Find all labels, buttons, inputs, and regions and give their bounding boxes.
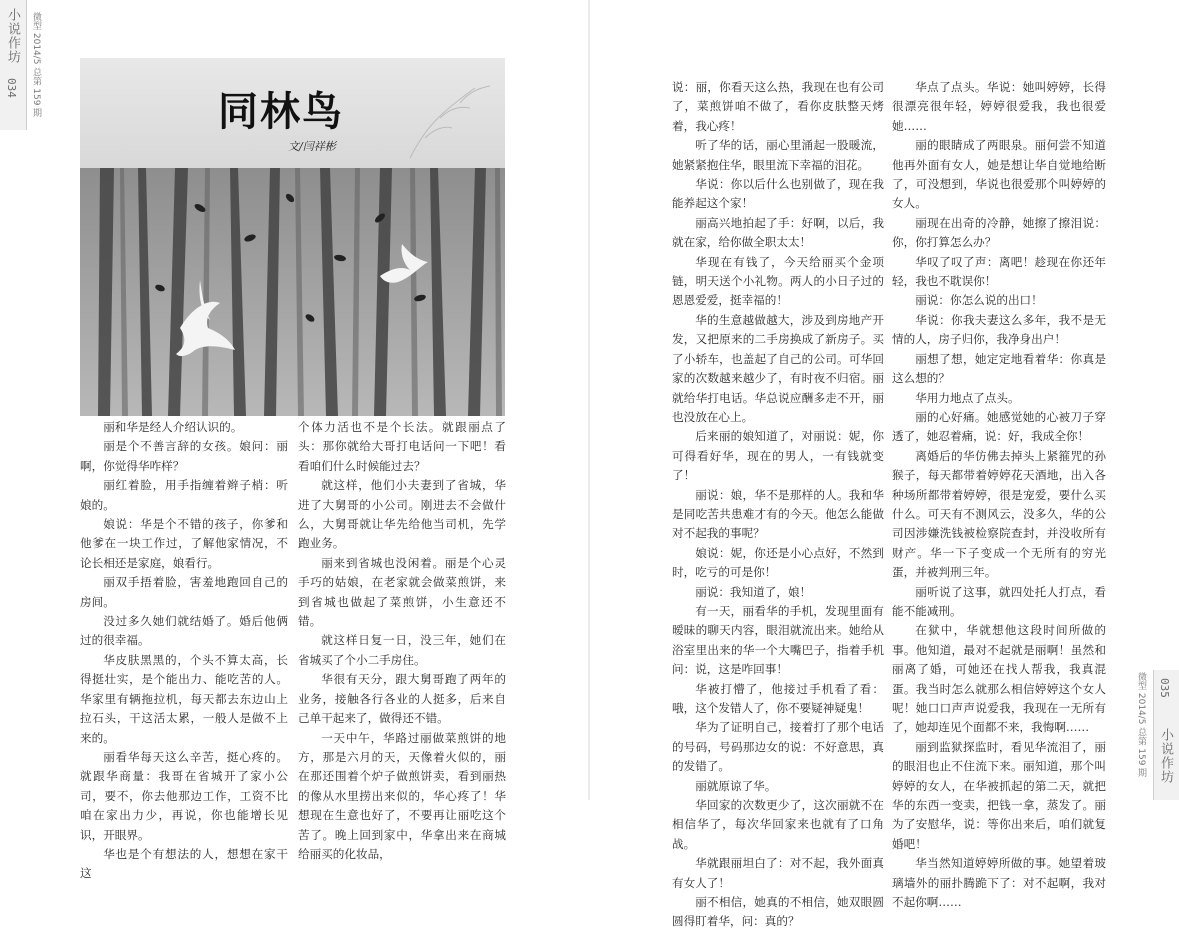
paragraph: 离婚后的华仿佛去掉头上紧箍咒的孙猴子，每天都带着婷婷花天酒地，出入各种场所都带着婷婷，很是宠爱，要什么买什么。可天有不测风云，没多久，华的公司因涉嫌洗钱被检察院查封，并没收所有财产。华一下子变成一个无所有的穷光蛋，并被判刑三年。 bbox=[892, 448, 1106, 580]
section-label: 小说作坊 bbox=[5, 8, 20, 64]
paragraph: 华很有天分，跟大舅哥跑了两年的业务，接触各行各业的人挺多，后来自己单干起来了，做得还不错。 bbox=[298, 672, 506, 726]
paragraph: 丽红着脸，用手指缠着辫子梢：听娘的。 bbox=[80, 478, 288, 512]
paragraph: 华也是个有想法的人，想想在家干这 bbox=[80, 846, 288, 881]
title-banner bbox=[80, 58, 505, 168]
paragraph: 丽不相信，她真的不相信，她双眼圆圆得盯着华，问：真的？ bbox=[672, 895, 884, 929]
paragraph: 在狱中，华就想他这段时间所做的事。他知道，最对不起就是丽啊！虽然和丽离了婚，可她还在找人帮我，我真混蛋。我当时怎么就那么相信婷婷这个女人呢！她口口声声说爱我，我现在一无所有了，她却连见个面都不来，我悔啊…… bbox=[892, 623, 1106, 735]
forest-birds-photo bbox=[80, 168, 505, 416]
paragraph: 丽是个不善言辞的女孩。娘问：丽啊，你觉得华咋样？ bbox=[80, 439, 288, 473]
paragraph: 说：丽，你看天这么热，我现在也有公司了，菜煎饼咱不做了，看你皮肤整天烤着，我心疼！ bbox=[672, 80, 884, 133]
paragraph: 华点了点头。华说：她叫婷婷，长得很漂亮很年轻，婷婷很爱我，我也很爱她…… bbox=[892, 80, 1106, 133]
paragraph: 丽的眼睛成了两眼泉。丽何尝不知道他再外面有女人，她是想让华自觉地给断了，可没想到，华说也很爱那个叫婷婷的女人。 bbox=[892, 138, 1106, 211]
paragraph: 一天中午，华路过丽做菜煎饼的地方，那是六月的天，天像着火似的，丽在那还围着个炉子做煎饼卖，看到丽热的像从水里捞出来似的，华心疼了！华想现在生意也好了，不要再让丽吃这个苦了。晚上回到家中，华拿出来在商城给丽买的化妆品， bbox=[298, 730, 506, 861]
right-page-column-2 bbox=[892, 78, 1106, 912]
paragraph: 没过多久她们就结婚了。婚后他俩过的很幸福。 bbox=[80, 614, 288, 648]
paragraph: 丽到监狱探监时，看见华流泪了，丽的眼泪也止不住流下来。丽知道，那个叫婷婷的女人，在华被抓起的第二天，就把华的东西一变卖，把钱一拿，蒸发了。丽为了安慰华，说：等你出来后，咱们就复婚吧！ bbox=[892, 739, 1106, 851]
paragraph: 娘说：华是个不错的孩子，你爹和他爹在一块工作过，了解他家情况，不论长相还是家庭，娘看行。 bbox=[80, 517, 288, 570]
paragraph: 娘说：妮，你还是小心点好，不然到时，吃亏的可是你！ bbox=[672, 545, 884, 580]
paragraph: 丽说：娘，华不是那样的人。我和华是同吃苦共患难才有的今天。他怎么能做对不起我的事呢？ bbox=[672, 487, 884, 541]
paragraph: 个体力活也不是个长法。就跟丽点了头：那你就给大哥打电话问一下吧！看看咱们什么时候能过去？ bbox=[298, 420, 506, 473]
paragraph: 丽说：你怎么说的出口！ bbox=[915, 293, 1043, 308]
paragraph: 华叹了叹了声：离吧！趁现在你还年轻，我也不耽误你！ bbox=[892, 254, 1106, 289]
paragraph: 就这样，他们小夫妻到了省城，华进了大舅哥的小公司。刚进去不会做什么，大舅哥就让华先给他当司机，先学跑业务。 bbox=[298, 478, 506, 551]
paragraph: 华说：你以后什么也别做了，现在我能养起这个家！ bbox=[672, 177, 884, 211]
paragraph: 华就跟丽坦白了：对不起，我外面真有女人了！ bbox=[672, 856, 884, 890]
forest-illustration bbox=[80, 168, 505, 416]
right-section-tab bbox=[1153, 670, 1179, 800]
paragraph: 后来丽的娘知道了，对丽说：妮，你可得看好华，现在的男人，一有钱就变了！ bbox=[672, 429, 884, 483]
story-header-illustration bbox=[80, 58, 505, 416]
paragraph: 华现在有钱了，今天给丽买个金项链，明天送个小礼物。两人的小日子过的恩恩爱爱，挺幸福的！ bbox=[672, 254, 884, 308]
issue-info: 微型 2014/5 总第 159 期 bbox=[31, 12, 41, 118]
right-page-column-1 bbox=[672, 78, 884, 932]
paragraph: 听了华的话，丽心里涌起一股暖流，她紧紧抱住华，眼里流下幸福的泪花。 bbox=[672, 138, 884, 172]
story-title: 同林鸟 bbox=[218, 88, 344, 135]
paragraph: 华用力地点了点头。 bbox=[915, 390, 1020, 405]
page-number: 034 bbox=[5, 78, 18, 98]
paragraph: 丽说：我知道了，娘！ bbox=[695, 584, 812, 599]
page-number: 035 bbox=[1158, 678, 1171, 698]
paragraph: 华回家的次数更少了，这次丽就不在相信华了，每次华回家来也就有了口角战。 bbox=[672, 798, 884, 851]
paragraph: 丽高兴地拍起了手：好啊，以后，我就在家，给你做全职太太！ bbox=[672, 215, 884, 250]
paragraph: 华的生意越做越大，涉及到房地产开发，又把原来的二手房换成了新房子。买了小轿车，也盖起了自己的公司。可华回家的次数越来越少了，有时夜不归宿。丽就给华打电话。华总说应酬多走不开，丽也没放在心上。 bbox=[672, 312, 884, 424]
paragraph: 丽的心好痛。她感觉她的心被刀子穿透了，她忍着痛，说：好，我成全你！ bbox=[892, 409, 1106, 444]
paragraph: 丽看华每天这么辛苦，挺心疼的。就跟华商量：我哥在省城开了家小公司，要不，你去他那边工作，工资不比咱在家出力少，再说，你也能增长见识，开眼界。 bbox=[80, 749, 288, 842]
paragraph: 丽听说了这事，就四处托人打点，看能不能减刑。 bbox=[892, 584, 1106, 618]
story-author: 文/闫祥彬 bbox=[288, 140, 336, 153]
paragraph: 丽双手捂着脸，害羞地跑回自己的房间。 bbox=[80, 575, 288, 609]
paragraph: 丽就原谅了华。 bbox=[695, 778, 777, 793]
section-label: 小说作坊 bbox=[1158, 728, 1173, 784]
left-page-column-2 bbox=[298, 418, 506, 864]
page-gutter bbox=[588, 0, 590, 800]
paragraph: 华为了证明自己，接着打了那个电话的号码，号码那边女的说：不好意思，真的发错了。 bbox=[672, 720, 884, 774]
paragraph: 华皮肤黑黑的，个头不算太高，长得挺壮实，是个能出力、能吃苦的人。华家里有辆拖拉机，每天都去东边山上拉石头，干这活太累，一般人是做不上来的。 bbox=[80, 652, 288, 745]
left-section-tab bbox=[0, 0, 26, 130]
paragraph: 就这样日复一日，没三年，她们在省城买了个小二手房住。 bbox=[298, 633, 506, 667]
paragraph: 丽现在出奇的冷静，她擦了擦泪说：你，你打算怎么办？ bbox=[892, 215, 1106, 250]
paragraph: 丽和华是经人介绍认识的。 bbox=[103, 420, 243, 434]
paragraph: 华被打懵了，他接过手机看了看：哦，这个发错人了，你不要疑神疑鬼！ bbox=[672, 681, 884, 715]
paragraph: 丽想了想，她定定地看着华：你真是这么想的？ bbox=[892, 351, 1106, 386]
paragraph: 华说：你我夫妻这么多年，我不是无情的人，房子归你，我净身出户！ bbox=[892, 312, 1106, 347]
paragraph: 有一天，丽看华的手机，发现里面有暧昧的聊天内容，眼泪就流出来。她给从浴室里出来的华一个大嘴巴子，指着手机问：说，这是咋回事！ bbox=[672, 603, 884, 677]
issue-info: 微型 2014/5 总第 159 期 bbox=[1136, 672, 1146, 778]
left-page-column-1 bbox=[80, 418, 288, 884]
paragraph: 华当然知道婷婷所做的事。她望着玻璃墙外的丽扑腾跪下了：对不起啊，我对不起你啊…… bbox=[892, 856, 1106, 910]
paragraph: 丽来到省城也没闲着。丽是个心灵手巧的姑娘，在老家就会做菜煎饼，来到省城也做起了菜煎饼，小生意还不错。 bbox=[298, 555, 506, 629]
